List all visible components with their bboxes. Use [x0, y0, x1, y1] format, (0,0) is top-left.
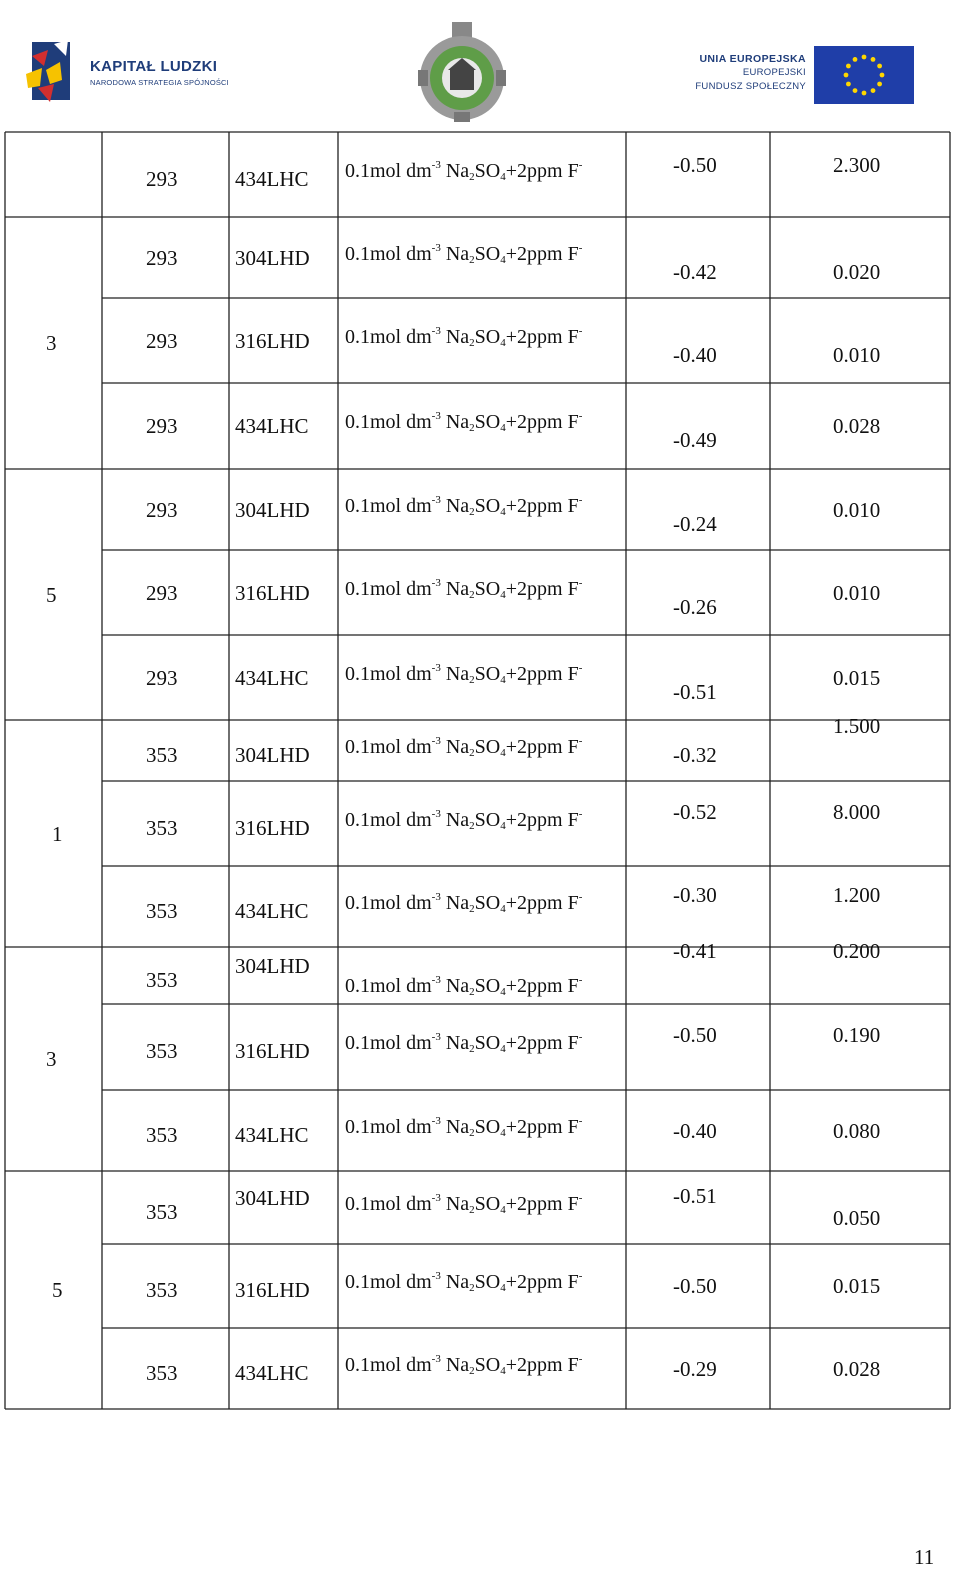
solution-mid2: SO — [474, 891, 501, 914]
solution-tail: +2ppm F — [505, 325, 579, 348]
solution-mid1: Na — [440, 1032, 470, 1054]
solution-sub2: 4 — [500, 253, 506, 266]
solution-sub1: 2 — [469, 170, 475, 183]
potential-cell: -0.24 — [673, 511, 717, 536]
solution-mid2: SO — [474, 1353, 501, 1376]
solution-mid2: SO — [474, 808, 501, 831]
solution-tail: +2ppm F — [505, 1115, 579, 1138]
solution-charge: - — [578, 734, 583, 747]
temperature-cell: 353 — [146, 1199, 178, 1224]
temperature-cell: 293 — [146, 580, 178, 605]
solution-tail: +2ppm F — [505, 494, 579, 517]
solution-mid1: Na — [440, 411, 470, 433]
solution-mid2: SO — [474, 662, 501, 685]
solution-mid1: Na — [440, 242, 470, 265]
solution-mid1: Na — [440, 1115, 470, 1138]
solution-tail: +2ppm F — [505, 808, 579, 831]
solution-sub1: 2 — [469, 253, 475, 266]
solution-mid2: SO — [474, 494, 501, 517]
group-label-cell: 1 — [52, 821, 63, 846]
solution-exp: -3 — [431, 1114, 441, 1127]
temperature-cell: 353 — [146, 1122, 178, 1147]
value-cell: 1.500 — [833, 713, 881, 738]
solution-mid2: SO — [474, 735, 501, 758]
solution-sub2: 4 — [500, 902, 506, 915]
potential-cell: -0.41 — [673, 938, 717, 963]
potential-cell: -0.30 — [673, 882, 717, 907]
steel-grade-cell: 316LHD — [235, 1278, 310, 1302]
solution-mid2: SO — [474, 1032, 501, 1054]
solution-sub2: 4 — [500, 336, 506, 349]
solution-tail: +2ppm F — [505, 159, 579, 182]
eu-logo-line-2: EUROPEJSKI — [742, 67, 806, 78]
solution-tail: +2ppm F — [505, 1032, 579, 1054]
solution-charge: - — [578, 1352, 583, 1365]
solution-cell — [345, 159, 582, 183]
solution-sub1: 2 — [469, 1364, 475, 1377]
solution-mid1: Na — [440, 974, 470, 997]
value-cell: 0.190 — [833, 1023, 881, 1047]
solution-sub2: 4 — [500, 1282, 506, 1294]
solution-base: 0.1mol dm — [345, 1032, 432, 1054]
solution-sub2: 4 — [500, 1126, 506, 1139]
steel-grade-cell: 434LHC — [235, 898, 309, 923]
value-cell: 8.000 — [833, 799, 881, 824]
solution-mid2: SO — [474, 1115, 501, 1138]
potential-cell: -0.40 — [673, 342, 717, 367]
solution-exp: -3 — [431, 324, 441, 337]
solution-mid1: Na — [440, 494, 470, 517]
temperature-cell: 353 — [146, 967, 178, 992]
potential-cell: -0.52 — [673, 799, 717, 824]
potential-cell: -0.40 — [673, 1118, 717, 1143]
solution-sub2: 4 — [500, 1043, 506, 1055]
solution-mid1: Na — [440, 159, 470, 182]
solution-sub1: 2 — [469, 1203, 475, 1216]
solution-base: 0.1mol dm — [345, 325, 432, 348]
temperature-cell: 353 — [146, 742, 178, 767]
solution-mid1: Na — [440, 808, 470, 831]
temperature-cell: 293 — [146, 328, 178, 353]
solution-exp: -3 — [431, 973, 441, 986]
steel-grade-cell: 304LHD — [235, 497, 310, 522]
solution-charge: - — [578, 807, 583, 820]
steel-grade-cell: 434LHC — [235, 1360, 309, 1385]
solution-tail: +2ppm F — [505, 1192, 579, 1215]
steel-grade-cell: 304LHD — [235, 245, 310, 270]
solution-mid1: Na — [440, 577, 470, 600]
solution-sub2: 4 — [500, 1203, 506, 1216]
solution-cell — [345, 891, 582, 915]
kapital-ludzki-subtitle: NARODOWA STRATEGIA SPÓJNOŚCI — [90, 78, 229, 87]
value-cell: 1.200 — [833, 882, 881, 907]
solution-cell — [345, 1353, 582, 1377]
solution-charge: - — [578, 1114, 583, 1127]
temperature-cell: 353 — [146, 1360, 178, 1385]
solution-cell — [345, 1115, 582, 1139]
value-cell: 0.020 — [833, 259, 881, 284]
steel-grade-cell: 434LHC — [235, 166, 309, 191]
solution-base: 0.1mol dm — [345, 891, 432, 914]
solution-exp: -3 — [431, 158, 441, 171]
solution-cell — [345, 242, 582, 266]
potential-cell: -0.29 — [673, 1356, 717, 1381]
eu-logo-line-3: FUNDUSZ SPOŁECZNY — [695, 81, 806, 92]
solution-charge: - — [578, 1270, 583, 1282]
value-cell: 0.015 — [833, 1274, 881, 1298]
value-cell: 0.080 — [833, 1118, 881, 1143]
solution-sub1: 2 — [469, 505, 475, 518]
value-cell: 0.010 — [833, 342, 881, 367]
solution-sub2: 4 — [500, 505, 506, 518]
solution-sub1: 2 — [469, 746, 475, 759]
steel-grade-cell: 434LHC — [235, 414, 309, 438]
solution-sub1: 2 — [469, 336, 475, 349]
potential-cell: -0.50 — [673, 152, 717, 177]
page-number: 11 — [914, 1545, 935, 1569]
solution-cell — [345, 410, 582, 434]
solution-base: 0.1mol dm — [345, 1271, 432, 1293]
temperature-cell: 353 — [146, 898, 178, 923]
solution-sub2: 4 — [500, 588, 506, 601]
temperature-cell: 353 — [146, 1039, 178, 1063]
group-label-cell: 3 — [46, 1047, 57, 1071]
solution-mid1: Na — [440, 1271, 470, 1293]
solution-sub1: 2 — [469, 673, 475, 686]
eu-logo-line-1: UNIA EUROPEJSKA — [699, 53, 806, 65]
solution-charge: - — [578, 493, 583, 506]
solution-sub2: 4 — [500, 746, 506, 759]
solution-charge: - — [578, 973, 583, 986]
temperature-cell: 293 — [146, 245, 178, 270]
solution-sub1: 2 — [469, 1043, 475, 1055]
solution-exp: -3 — [431, 890, 441, 903]
solution-tail: +2ppm F — [505, 1353, 579, 1376]
potential-cell: -0.50 — [673, 1274, 717, 1298]
solution-mid2: SO — [474, 577, 501, 600]
solution-sub1: 2 — [469, 1282, 475, 1294]
solution-mid2: SO — [474, 974, 501, 997]
steel-grade-cell: 434LHC — [235, 665, 309, 690]
potential-cell: -0.50 — [673, 1023, 717, 1047]
potential-cell: -0.49 — [673, 428, 717, 452]
steel-grade-cell: 304LHD — [235, 742, 310, 767]
solution-exp: -3 — [431, 734, 441, 747]
solution-cell — [345, 325, 582, 349]
solution-sub1: 2 — [469, 819, 475, 832]
solution-base: 0.1mol dm — [345, 1115, 432, 1138]
solution-sub1: 2 — [469, 902, 475, 915]
solution-tail: +2ppm F — [505, 662, 579, 685]
solution-exp: -3 — [431, 1352, 441, 1365]
temperature-cell: 293 — [146, 665, 178, 690]
solution-mid2: SO — [474, 159, 501, 182]
solution-base: 0.1mol dm — [345, 735, 432, 758]
temperature-cell: 293 — [146, 166, 178, 191]
solution-base: 0.1mol dm — [345, 1192, 432, 1215]
solution-exp: -3 — [431, 241, 441, 254]
solution-mid2: SO — [474, 1271, 501, 1293]
solution-exp: -3 — [431, 1031, 441, 1043]
solution-base: 0.1mol dm — [345, 577, 432, 600]
potential-cell: -0.26 — [673, 594, 717, 619]
potential-cell: -0.51 — [673, 1183, 717, 1208]
temperature-cell: 353 — [146, 815, 178, 840]
steel-grade-cell: 316LHD — [235, 1039, 310, 1063]
value-cell: 0.028 — [833, 414, 881, 438]
solution-base: 0.1mol dm — [345, 974, 432, 997]
kapital-ludzki-title: KAPITAŁ LUDZKI — [90, 58, 218, 75]
solution-mid1: Na — [440, 735, 470, 758]
solution-base: 0.1mol dm — [345, 411, 432, 433]
solution-sub2: 4 — [500, 1364, 506, 1377]
value-cell: 0.010 — [833, 580, 881, 605]
solution-mid1: Na — [440, 325, 470, 348]
value-cell: 0.050 — [833, 1205, 881, 1230]
solution-sub1: 2 — [469, 1126, 475, 1139]
solution-cell — [345, 735, 582, 759]
solution-charge: - — [578, 890, 583, 903]
potential-cell: -0.51 — [673, 679, 717, 704]
solution-exp: -3 — [431, 661, 441, 674]
solution-base: 0.1mol dm — [345, 808, 432, 831]
solution-exp: -3 — [431, 1191, 441, 1204]
solution-base: 0.1mol dm — [345, 242, 432, 265]
temperature-cell: 293 — [146, 497, 178, 522]
solution-charge: - — [578, 576, 583, 589]
value-cell: 0.015 — [833, 665, 881, 690]
solution-mid2: SO — [474, 1192, 501, 1215]
steel-grade-cell: 316LHD — [235, 815, 310, 840]
solution-cell — [345, 662, 582, 686]
steel-grade-cell: 304LHD — [235, 953, 310, 978]
value-cell: 2.300 — [833, 152, 881, 177]
solution-sub2: 4 — [500, 985, 506, 998]
solution-mid2: SO — [474, 411, 501, 433]
group-label-cell: 3 — [46, 331, 57, 355]
solution-sub2: 4 — [500, 170, 506, 183]
solution-charge: - — [578, 324, 583, 337]
solution-exp: -3 — [431, 410, 441, 422]
steel-grade-cell: 316LHD — [235, 580, 310, 605]
solution-base: 0.1mol dm — [345, 494, 432, 517]
solution-tail: +2ppm F — [505, 242, 579, 265]
solution-sub1: 2 — [469, 422, 475, 434]
steel-grade-cell: 304LHD — [235, 1185, 310, 1210]
solution-mid1: Na — [440, 891, 470, 914]
solution-charge: - — [578, 241, 583, 254]
solution-tail: +2ppm F — [505, 577, 579, 600]
solution-sub2: 4 — [500, 673, 506, 686]
solution-tail: +2ppm F — [505, 735, 579, 758]
solution-tail: +2ppm F — [505, 891, 579, 914]
solution-sub2: 4 — [500, 819, 506, 832]
solution-base: 0.1mol dm — [345, 1353, 432, 1376]
solution-sub1: 2 — [469, 588, 475, 601]
potential-cell: -0.42 — [673, 259, 717, 284]
steel-grade-cell: 316LHD — [235, 328, 310, 353]
solution-charge: - — [578, 158, 583, 171]
solution-cell — [345, 1270, 582, 1294]
solution-mid1: Na — [440, 1192, 470, 1215]
value-cell: 0.200 — [833, 938, 881, 963]
solution-tail: +2ppm F — [505, 1271, 579, 1293]
solution-sub2: 4 — [500, 422, 506, 434]
solution-cell — [345, 1192, 582, 1216]
solution-mid1: Na — [440, 1353, 470, 1376]
solution-exp: -3 — [431, 807, 441, 820]
solution-charge: - — [578, 661, 583, 674]
solution-cell — [345, 577, 582, 601]
solution-tail: +2ppm F — [505, 974, 579, 997]
solution-cell — [345, 1031, 582, 1055]
solution-exp: -3 — [431, 1270, 441, 1282]
solution-cell — [345, 808, 582, 832]
group-label-cell: 5 — [52, 1278, 63, 1302]
temperature-cell: 293 — [146, 414, 178, 438]
solution-charge: - — [578, 1031, 583, 1043]
solution-mid1: Na — [440, 662, 470, 685]
solution-mid2: SO — [474, 325, 501, 348]
solution-charge: - — [578, 410, 583, 422]
value-cell: 0.010 — [833, 497, 881, 522]
solution-cell — [345, 974, 582, 998]
solution-mid2: SO — [474, 242, 501, 265]
value-cell: 0.028 — [833, 1356, 881, 1381]
solution-base: 0.1mol dm — [345, 662, 432, 685]
solution-base: 0.1mol dm — [345, 159, 432, 182]
solution-sub1: 2 — [469, 985, 475, 998]
potential-cell: -0.32 — [673, 742, 717, 767]
solution-exp: -3 — [431, 576, 441, 589]
group-label-cell: 5 — [46, 582, 57, 607]
solution-cell — [345, 494, 582, 518]
solution-charge: - — [578, 1191, 583, 1204]
temperature-cell: 353 — [146, 1278, 178, 1302]
solution-tail: +2ppm F — [505, 411, 579, 433]
steel-grade-cell: 434LHC — [235, 1122, 309, 1147]
solution-exp: -3 — [431, 493, 441, 506]
